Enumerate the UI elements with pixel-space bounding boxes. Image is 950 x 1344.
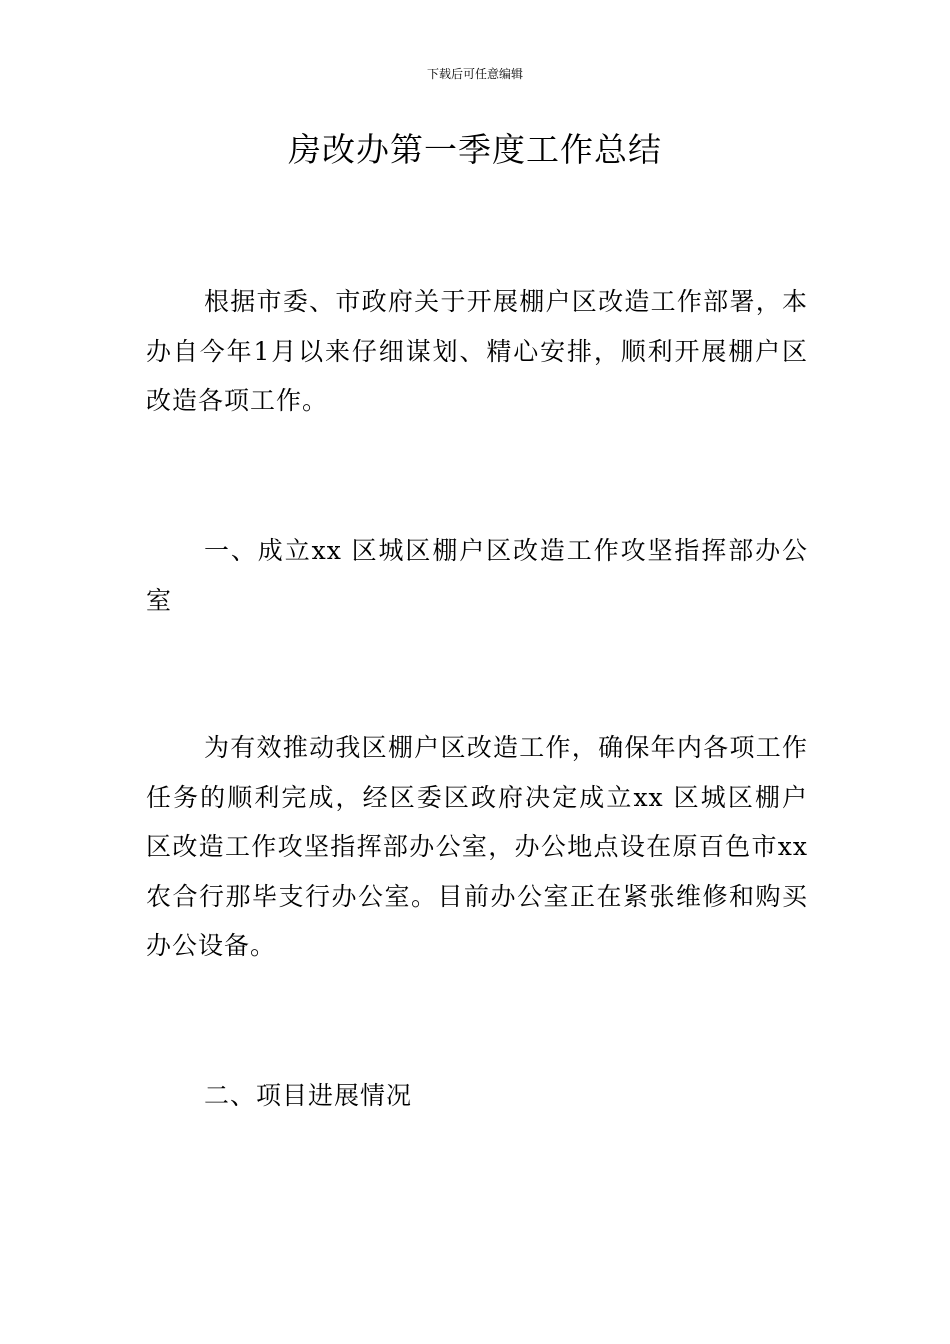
intro-paragraph: 根据市委、市政府关于开展棚户区改造工作部署，本办自今年1月以来仔细谋划、精心安排，顺利开展棚户区改造各项工作。 <box>146 287 808 415</box>
section-heading-1: 一、成立xx 区城区棚户区改造工作攻坚指挥部办公室 <box>146 536 808 615</box>
header-note: 下载后可任意编辑 <box>426 67 523 81</box>
document-title: 房改办第一季度工作总结 <box>288 130 662 169</box>
section-heading-2: 二、项目进展情况 <box>204 1081 413 1110</box>
section-1-paragraph: 为有效推动我区棚户区改造工作，确保年内各项工作任务的顺利完成，经区委区政府决定成立xx 区城区棚户区改造工作攻坚指挥部办公室，办公地点设在原百色市xx 农合行那毕支行办公室。目前办公室正在紧张维修和购买办公设备。 <box>146 733 808 960</box>
